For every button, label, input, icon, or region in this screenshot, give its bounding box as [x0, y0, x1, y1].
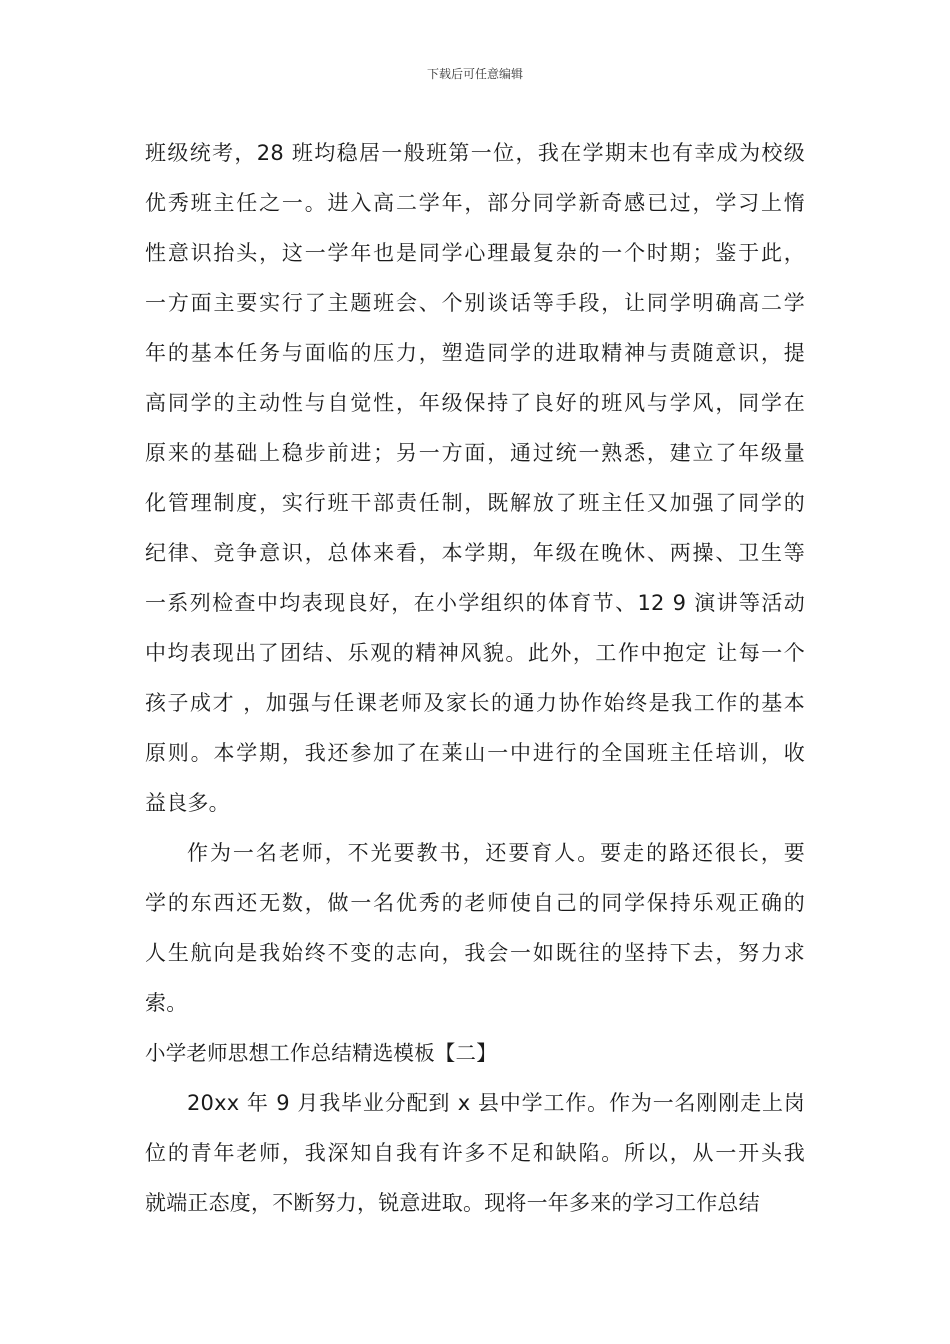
text-line: 学的东西还无数，做一名优秀的老师使自己的同学保持乐观正确的: [145, 891, 805, 915]
text-line: 班级统考，28 班均稳居一般班第一位，我在学期末也有幸成为校级: [145, 141, 805, 165]
text-line: 20xx 年 9 月我毕业分配到 x 县中学工作。作为一名刚刚走上岗: [187, 1091, 805, 1115]
text-line: 孩子成才 ，加强与任课老师及家长的通力协作始终是我工作的基本: [145, 691, 805, 715]
text-line: 优秀班主任之一。进入高二学年，部分同学新奇感已过，学习上惰: [145, 191, 805, 215]
text-line: 原来的基础上稳步前进；另一方面，通过统一熟悉，建立了年级量: [145, 441, 805, 465]
text-line: 作为一名老师，不光要教书，还要育人。要走的路还很长，要: [187, 841, 805, 865]
text-line: 原则。本学期，我还参加了在莱山一中进行的全国班主任培训，收: [145, 741, 805, 765]
text-line: 益良多。: [145, 791, 230, 815]
text-line: 中均表现出了团结、乐观的精神风貌。此外，工作中抱定 让每一个: [145, 641, 805, 665]
text-line: 一系列检查中均表现良好，在小学组织的体育节、12 9 演讲等活动: [145, 591, 805, 615]
document-body: [145, 128, 805, 1228]
text-line: 位的青年老师，我深知自我有许多不足和缺陷。所以，从一开头我: [145, 1141, 805, 1165]
text-line: 一方面主要实行了主题班会、个别谈话等手段，让同学明确高二学: [145, 291, 805, 315]
paragraph: [145, 1078, 805, 1228]
text-line: 就端正态度，不断努力，锐意进取。现将一年多来的学习工作总结: [145, 1191, 760, 1215]
heading-text: 小学老师思想工作总结精选模板【二】: [145, 1041, 497, 1065]
text-line: 索。: [145, 991, 188, 1015]
text-line: 高同学的主动性与自觉性，年级保持了良好的班风与学风，同学在: [145, 391, 805, 415]
text-line: 纪律、竞争意识，总体来看，本学期，年级在晚休、两操、卫生等: [145, 541, 805, 565]
paragraph: [145, 128, 805, 828]
text-line: 化管理制度，实行班干部责任制，既解放了班主任又加强了同学的: [145, 491, 805, 515]
section-heading: [145, 1028, 805, 1078]
text-line: 性意识抬头，这一学年也是同学心理最复杂的一个时期；鉴于此，: [145, 241, 805, 265]
text-line: 人生航向是我始终不变的志向，我会一如既往的坚持下去，努力求: [145, 941, 805, 965]
page-header: 下载后可任意编辑: [426, 67, 523, 81]
paragraph: [145, 828, 805, 1028]
text-line: 年的基本任务与面临的压力，塑造同学的进取精神与责随意识，提: [145, 341, 805, 365]
